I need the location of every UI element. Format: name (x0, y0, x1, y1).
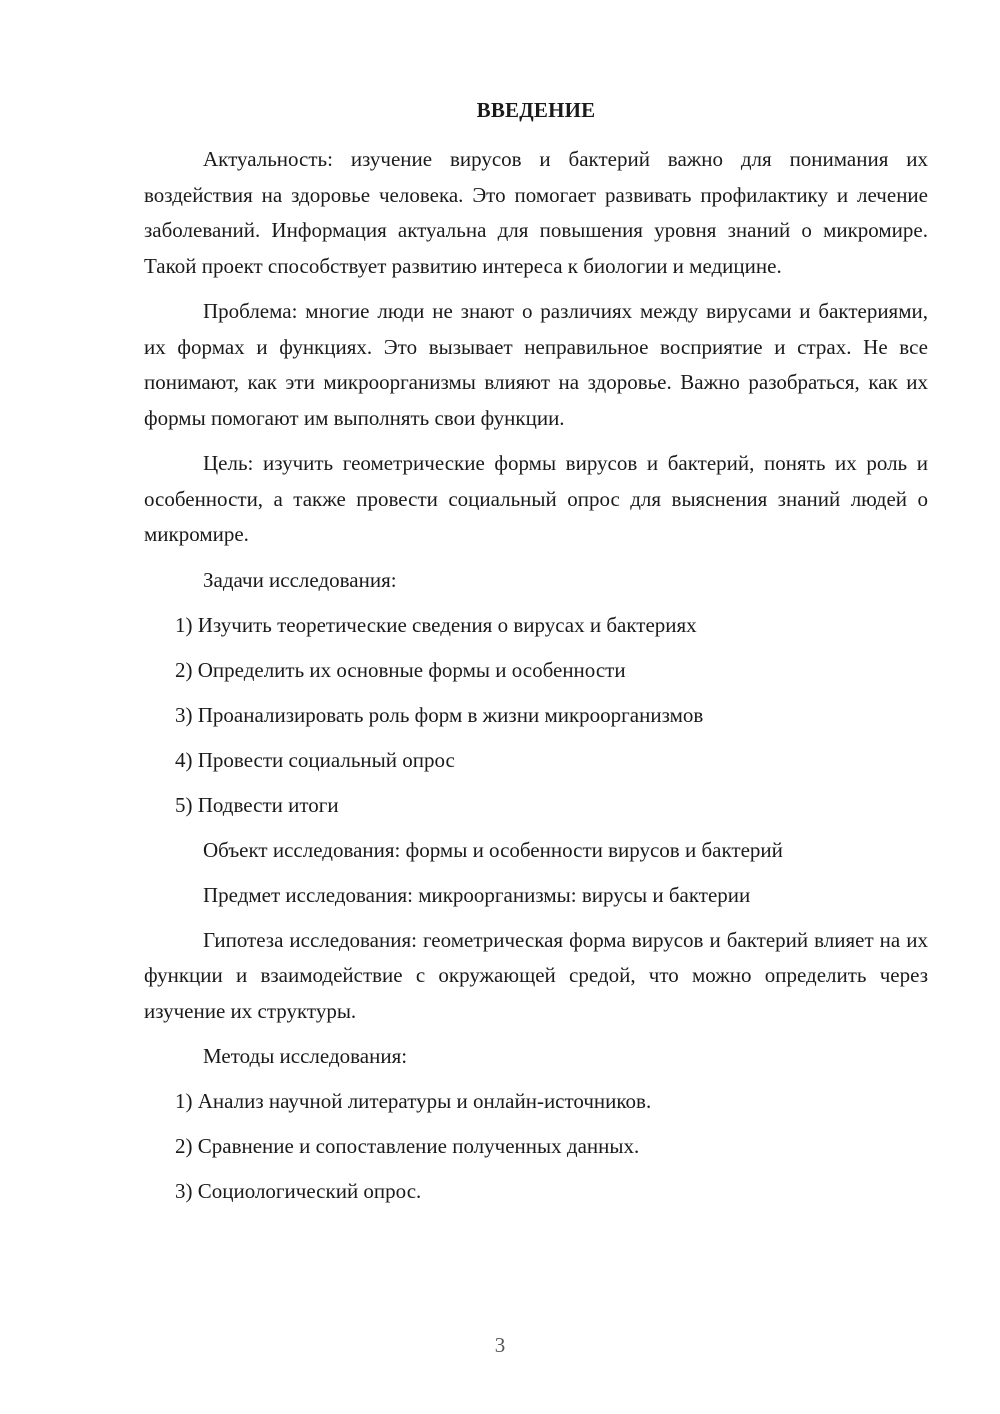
subject-paragraph: Предмет исследования: микроорганизмы: вирусы и бактерии (203, 882, 751, 907)
list-item: 3) Социологический опрос. (175, 1179, 422, 1203)
list-item: 1) Изучить теоретические сведения о вирусах и бактериях (175, 612, 697, 637)
section-title: ВВЕДЕНИЕ (476, 98, 596, 122)
problem-paragraph: Проблема: многие люди не знают о различиях между вирусами и бактериями, их формах и функциях. Это вызывает неправильное восприятие и страх. Не все понимают, как эти микроорганизмы влияют на здоровье. Важно разобраться, как их формы помогают им выполнять свои функции. (144, 299, 928, 430)
methods-list (144, 1084, 928, 1209)
list-item: 2) Определить их основные формы и особенности (175, 657, 626, 682)
page-number: 3 (494, 1333, 506, 1357)
document-page (144, 96, 928, 1219)
object-paragraph: Объект исследования: формы и особенности вирусов и бактерий (203, 837, 783, 862)
goal-paragraph: Цель: изучить геометрические формы вирусов и бактерий, понять их роль и особенности, а также провести социальный опрос для выяснения знаний людей о микромире. (144, 451, 928, 546)
tasks-heading: Задачи исследования: (203, 567, 397, 592)
tasks-list (144, 608, 928, 823)
hypothesis-paragraph: Гипотеза исследования: геометрическая форма вирусов и бактерий влияет на их функции и взаимодействие с окружающей средой, что можно определить через изучение их структуры. (144, 927, 928, 1023)
list-item: 1) Анализ научной литературы и онлайн-источников. (175, 1089, 652, 1113)
list-item: 4) Провести социальный опрос (175, 747, 455, 772)
list-item: 5) Подвести итоги (175, 792, 339, 817)
relevance-paragraph: Актуальность: изучение вирусов и бактерий важно для понимания их воздействия на здоровье человека. Это помогает развивать профилактику и лечение заболеваний. Информация актуальна для повышения уровня знаний о микромире. Такой проект способствует развитию интереса к биологии и медицине. (144, 147, 928, 278)
list-item: 2) Сравнение и сопоставление полученных данных. (175, 1134, 640, 1158)
methods-heading: Методы исследования: (203, 1044, 408, 1068)
list-item: 3) Проанализировать роль форм в жизни микроорганизмов (175, 702, 704, 727)
